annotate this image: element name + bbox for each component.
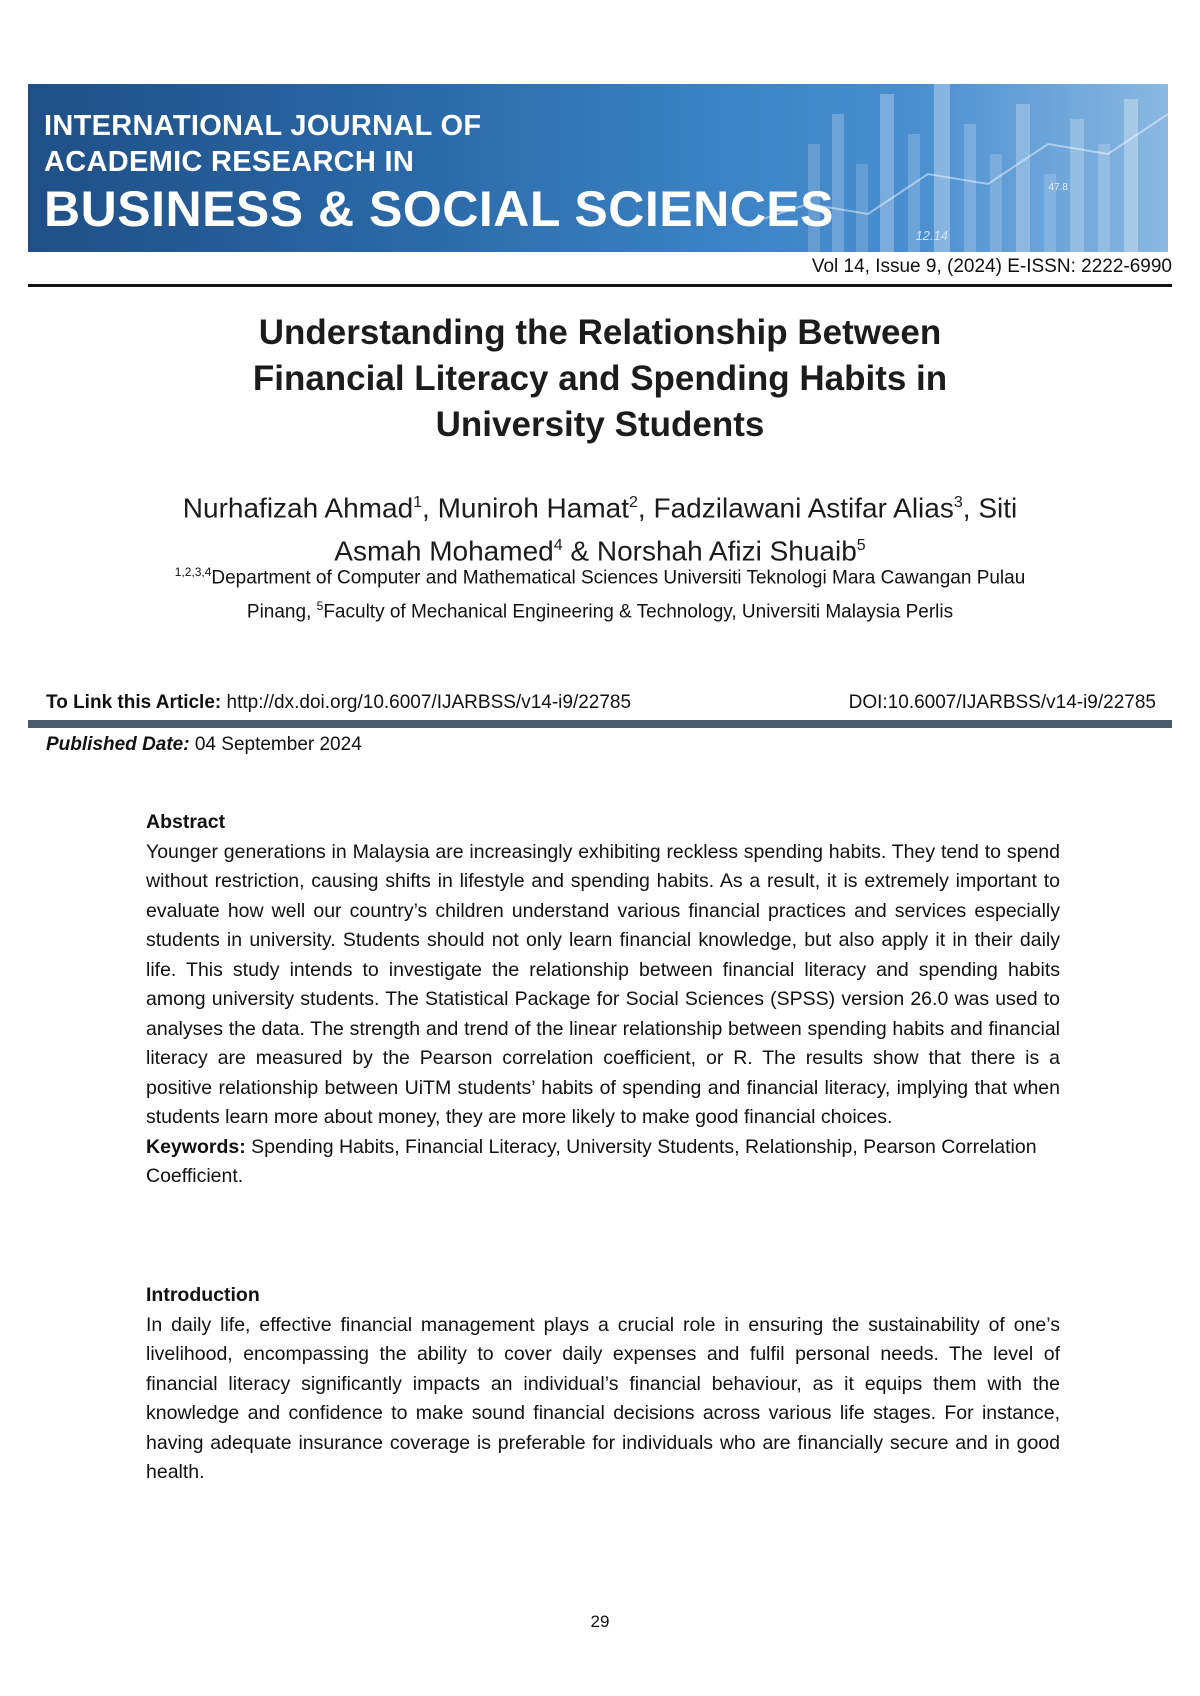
link-label: To Link this Article: bbox=[46, 692, 222, 713]
journal-name-line1: INTERNATIONAL JOURNAL OF bbox=[44, 110, 482, 142]
paper-title bbox=[160, 310, 1040, 448]
title-line3: University Students bbox=[435, 405, 765, 444]
page-number: 29 bbox=[590, 1612, 610, 1631]
abstract-text: Younger generations in Malaysia are increasingly exhibiting reckless spending habits. They tend to spend without restriction, causing shifts in lifestyle and spending habits. As a result, it is extremely important to evaluate how well our country’s children understand various financial practices and services especially students in university. Students should not only learn financial knowledge, but also apply it in their daily life. This study intends to investigate the relationship between financial literacy and spending habits among university students. The Statistical Package for Social Sciences (SPSS) version 26.0 was used to analyses the data. The strength and trend of the linear relationship between spending habits and financial literacy are measured by the Pearson correlation coefficient, or R. The results show that there is a positive relationship between UiTM students’ habits of spending and financial literacy, implying that when students learn more about money, they are more likely to make good financial choices. bbox=[146, 840, 1060, 1128]
journal-name bbox=[44, 108, 834, 238]
header-divider bbox=[28, 284, 1172, 287]
affiliations bbox=[160, 558, 1040, 627]
introduction-heading: Introduction bbox=[146, 1284, 260, 1306]
keywords-label: Keywords: bbox=[146, 1135, 246, 1158]
author-separator: , bbox=[637, 492, 654, 524]
affil-text: Faculty of Mechanical Engineering & Technology, Universiti Malaysia Perlis bbox=[323, 601, 954, 623]
author-sup: 1 bbox=[413, 494, 423, 511]
author-sup: 3 bbox=[953, 494, 963, 511]
banner-figure-small: 47.8 bbox=[1048, 182, 1068, 193]
published-label: Published Date: bbox=[46, 734, 190, 755]
author-separator: , bbox=[422, 492, 438, 524]
author-name: Siti Asmah Mohamed bbox=[334, 492, 1018, 567]
issue-info: Vol 14, Issue 9, (2024) E-ISSN: 2222-6990 bbox=[811, 256, 1172, 277]
journal-banner bbox=[28, 84, 1168, 252]
published-value: 04 September 2024 bbox=[194, 734, 362, 755]
introduction-section bbox=[146, 1281, 1060, 1488]
article-link bbox=[46, 692, 631, 714]
introduction-text: In daily life, effective financial management plays a crucial role in ensuring the sustainability of one’s livelihood, encompassing the ability to cover daily expenses and fulfil personal needs. The level of financial literacy significantly impacts an individual’s financial behaviour, as it equips them with the knowledge and confidence to make sound financial decisions across various life stages. For instance, having adequate insurance coverage is preferable for individuals who are financially secure and in good health. bbox=[146, 1313, 1060, 1483]
affil-sup: 1,2,3,4 bbox=[174, 565, 212, 579]
author-and: & bbox=[562, 535, 597, 567]
author-separator: , bbox=[962, 492, 979, 524]
journal-name-line3: BUSINESS & SOCIAL SCIENCES bbox=[44, 181, 835, 237]
author-name: Fadzilawani Astifar Alias bbox=[653, 492, 954, 524]
abstract-section bbox=[146, 808, 1060, 1192]
author-sup: 2 bbox=[629, 494, 638, 511]
author-name: Norshah Afizi Shuaib bbox=[596, 535, 857, 567]
affil-text: Department of Computer and Mathematical Sciences Universiti Teknologi Mara Cawangan Pulau Pinang, bbox=[211, 567, 1026, 623]
keywords bbox=[146, 1133, 1060, 1192]
keywords-text: Spending Habits, Financial Literacy, University Students, Relationship, Pearson Correlation Coefficient. bbox=[146, 1135, 1037, 1187]
link-url[interactable]: http://dx.doi.org/10.6007/IJARBSS/v14-i9/22785 bbox=[226, 692, 632, 713]
published-date bbox=[46, 734, 362, 756]
author-sup: 5 bbox=[856, 537, 866, 555]
link-divider bbox=[28, 720, 1172, 728]
author-name: Nurhafizah Ahmad bbox=[182, 492, 414, 524]
title-line1: Understanding the Relationship Between bbox=[258, 313, 942, 352]
journal-name-line2: ACADEMIC RESEARCH IN bbox=[44, 146, 415, 178]
affil-sup: 5 bbox=[316, 599, 324, 614]
title-line2: Financial Literacy and Spending Habits in bbox=[252, 359, 948, 398]
abstract-heading: Abstract bbox=[146, 811, 226, 833]
author-sup: 4 bbox=[553, 537, 563, 555]
doi[interactable]: DOI:10.6007/IJARBSS/v14-i9/22785 bbox=[848, 692, 1156, 713]
banner-figure-label: 12.14 bbox=[915, 228, 948, 243]
author-name: Muniroh Hamat bbox=[437, 492, 630, 524]
